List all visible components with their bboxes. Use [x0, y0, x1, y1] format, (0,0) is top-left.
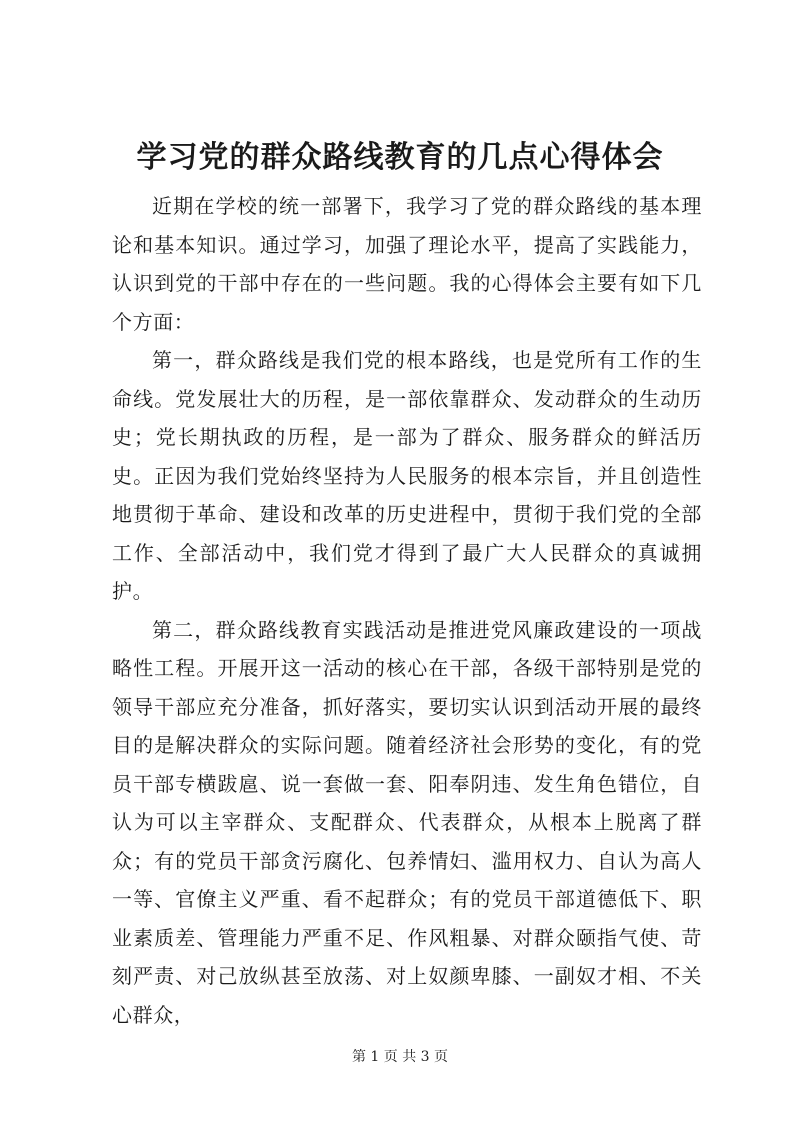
document-title: 学习党的群众路线教育的几点心得体会 — [136, 140, 664, 175]
paragraph-intro: 近期在学校的统一部署下，我学习了党的群众路线的基本理论和基本知识。通过学习，加强了理论水平，提高了实践能力，认识到党的干部中存在的一些问题。我的心得体会主要有如下几个方面： — [112, 194, 702, 334]
paragraph-first-point: 第一，群众路线是我们党的根本路线，也是党所有工作的生命线。党发展壮大的历程，是一部依靠群众、发动群众的生动历史；党长期执政的历程，是一部为了群众、服务群众的鲜活历史。正因为我们党始终坚持为人民服务的根本宗旨，并且创造性地贯彻于革命、建设和改革的历史进程中，贯彻于我们党的全部工作、全部活动中，我们党才得到了最广大人民群众的真诚拥护。 — [112, 348, 702, 603]
paragraph-second-point: 第二，群众路线教育实践活动是推进党风廉政建设的一项战略性工程。开展开这一活动的核心在干部，各级干部特别是党的领导干部应充分准备，抓好落实，要切实认识到活动开展的最终目的是解决群众的实际问题。随着经济社会形势的变化，有的党员干部专横跋扈、说一套做一套、阳奉阴违、发生角色错位，自认为可以主宰群众、支配群众、代表群众，从根本上脱离了群众；有的党员干部贪污腐化、包养情妇、滥用权力、自认为高人一等、官僚主义严重、看不起群众；有的党员干部道德低下、职业素质差、管理能力严重不足、作风粗暴、对群众颐指气使、苛刻严责、对己放纵甚至放荡、对上奴颜卑膝、一副奴才相、不关心群众， — [112, 617, 702, 1027]
document-body — [112, 187, 702, 1034]
page-number-footer: 第 1 页 共 3 页 — [351, 1049, 449, 1065]
